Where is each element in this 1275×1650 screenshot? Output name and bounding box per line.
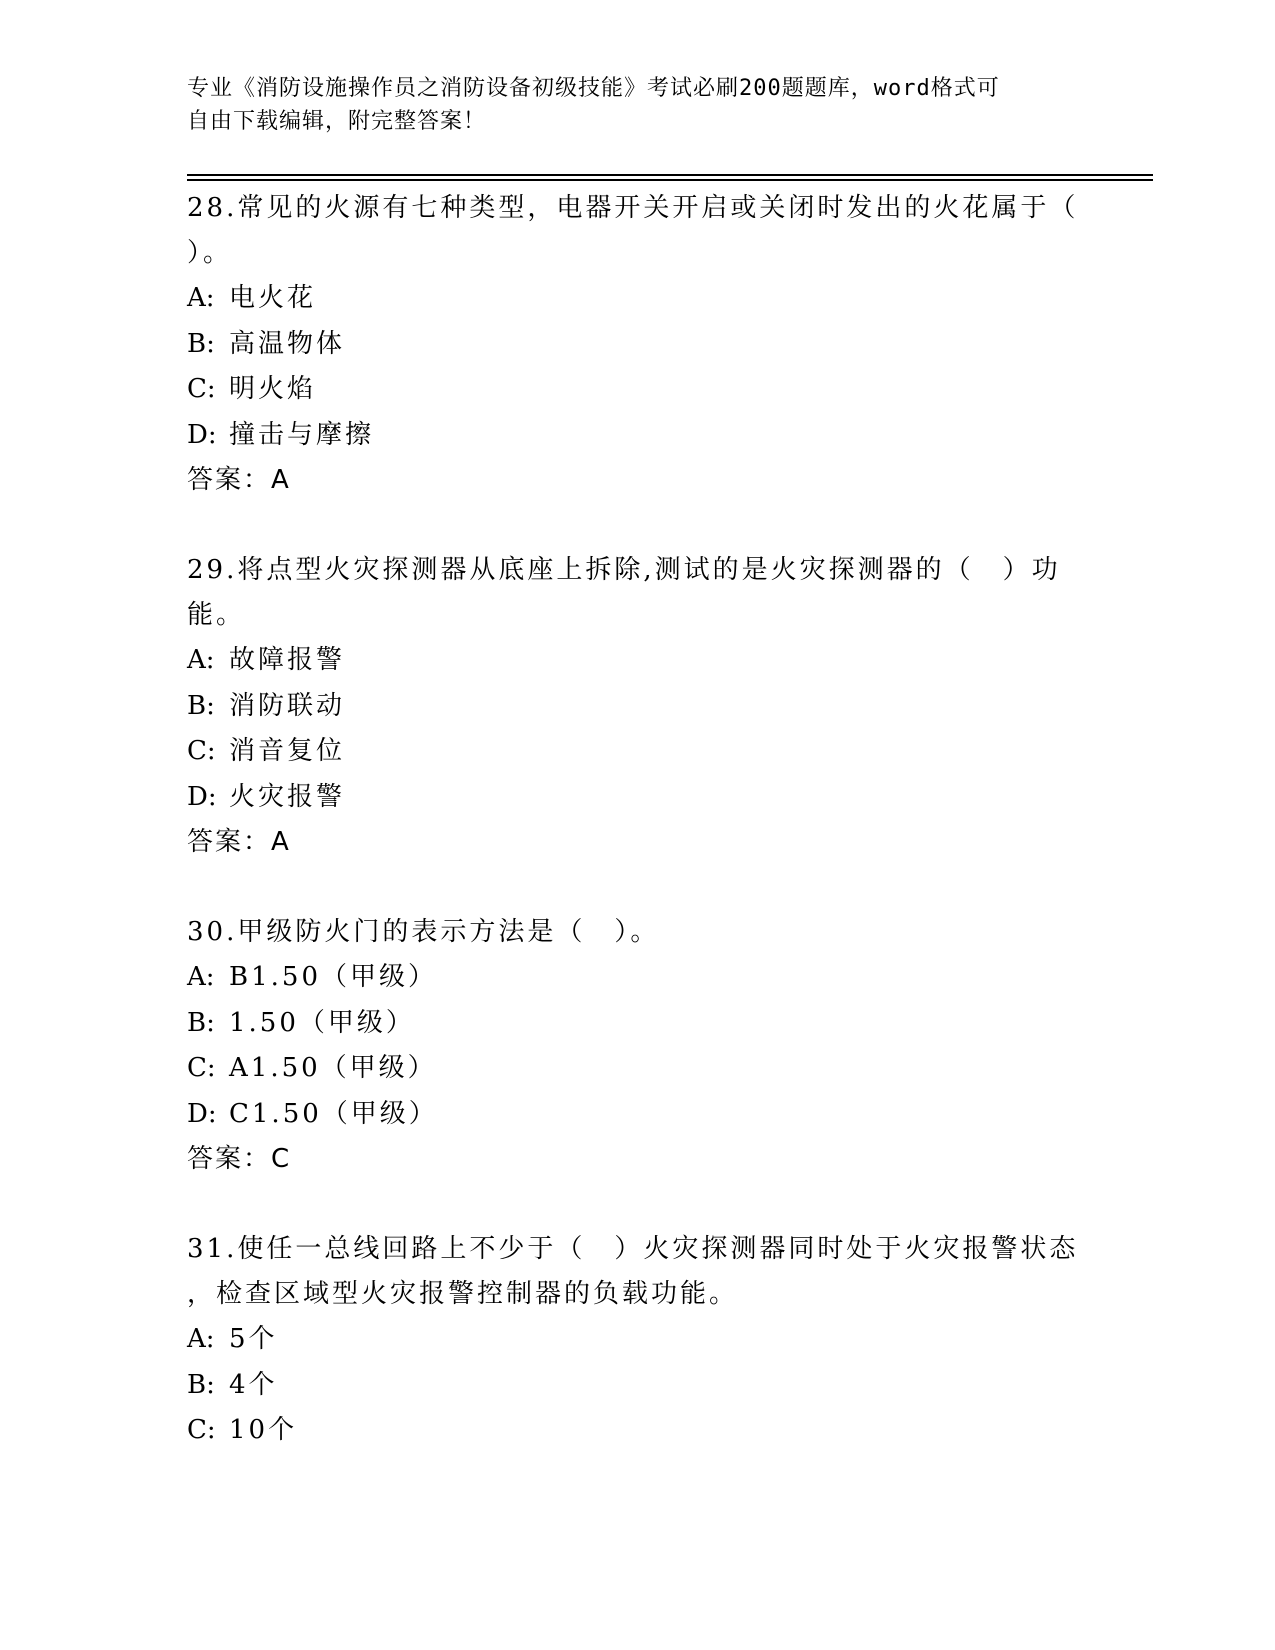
option-key: C:	[187, 374, 216, 404]
question-text: 31.使任一总线回路上不少于（ ）火灾探测器同时处于火灾报警状态	[187, 1234, 1079, 1264]
answer: 答案：A	[187, 465, 291, 495]
question-list	[187, 186, 1079, 1499]
question-28	[187, 186, 1079, 503]
option-d	[187, 775, 1067, 821]
option-d	[187, 413, 1067, 459]
option-d	[187, 1092, 1067, 1138]
option-text: 10个	[229, 1415, 298, 1445]
question-text-cont: ）。	[187, 238, 233, 268]
option-a	[187, 955, 1067, 1001]
answer: 答案：A	[187, 827, 291, 857]
question-31	[187, 1227, 1079, 1454]
option-key: D:	[187, 419, 217, 450]
option-key: B:	[187, 1007, 215, 1038]
option-text: 1.50（甲级）	[229, 1007, 415, 1038]
option-key: B:	[187, 690, 215, 721]
option-text: 明火焰	[229, 374, 317, 404]
option-text: C1.50（甲级）	[229, 1098, 438, 1129]
option-a	[187, 638, 1067, 684]
option-a	[187, 1317, 1067, 1363]
option-text: 消音复位	[229, 736, 346, 766]
option-text: 5个	[229, 1324, 278, 1354]
option-key: C:	[187, 736, 216, 766]
option-text: 消防联动	[229, 690, 346, 721]
header-divider-bottom	[187, 179, 1153, 181]
option-key: A:	[187, 283, 215, 313]
option-text: 电火花	[229, 283, 317, 313]
option-text: A1.50（甲级）	[229, 1053, 437, 1083]
question-text-cont: ，检查区域型火灾报警控制器的负载功能。	[187, 1279, 739, 1309]
question-text: 28.常见的火源有七种类型，电器开关开启或关闭时发出的火花属于（	[187, 193, 1079, 223]
option-key: C:	[187, 1415, 216, 1445]
question-30	[187, 910, 1067, 1182]
option-a	[187, 276, 1067, 322]
answer: 答案：C	[187, 1144, 292, 1174]
option-text: B1.50（甲级）	[229, 962, 437, 992]
option-b	[187, 1363, 1067, 1409]
option-key: D:	[187, 781, 217, 812]
option-b	[187, 684, 1067, 730]
option-c	[187, 367, 1067, 413]
option-key: B:	[187, 1369, 215, 1400]
option-key: A:	[187, 1324, 215, 1354]
option-key: A:	[187, 645, 215, 675]
option-text: 火灾报警	[229, 781, 346, 812]
option-text: 高温物体	[229, 328, 346, 359]
option-key: A:	[187, 962, 215, 992]
option-b	[187, 1001, 1067, 1047]
option-key: D:	[187, 1098, 217, 1129]
question-text: 30.甲级防火门的表示方法是（ ）。	[187, 917, 660, 947]
option-key: B:	[187, 328, 215, 359]
option-text: 故障报警	[229, 645, 346, 675]
question-text: 29.将点型火灾探测器从底座上拆除,测试的是火灾探测器的（ ）功	[187, 555, 1061, 585]
header-line-2: 自由下载编辑，附完整答案！	[187, 109, 487, 134]
option-c	[187, 729, 1067, 775]
question-29	[187, 548, 1067, 865]
option-c	[187, 1408, 1067, 1454]
option-text: 撞击与摩擦	[229, 419, 375, 450]
header-line-1: 专业《消防设施操作员之消防设备初级技能》考试必刷200题题库，word格式可	[187, 76, 1000, 101]
option-key: C:	[187, 1053, 216, 1083]
option-c	[187, 1046, 1067, 1092]
document-header	[187, 72, 1067, 138]
question-text-cont: 能。	[187, 600, 246, 630]
option-b	[187, 322, 1067, 368]
header-divider-top	[187, 174, 1153, 176]
option-text: 4个	[229, 1369, 278, 1400]
